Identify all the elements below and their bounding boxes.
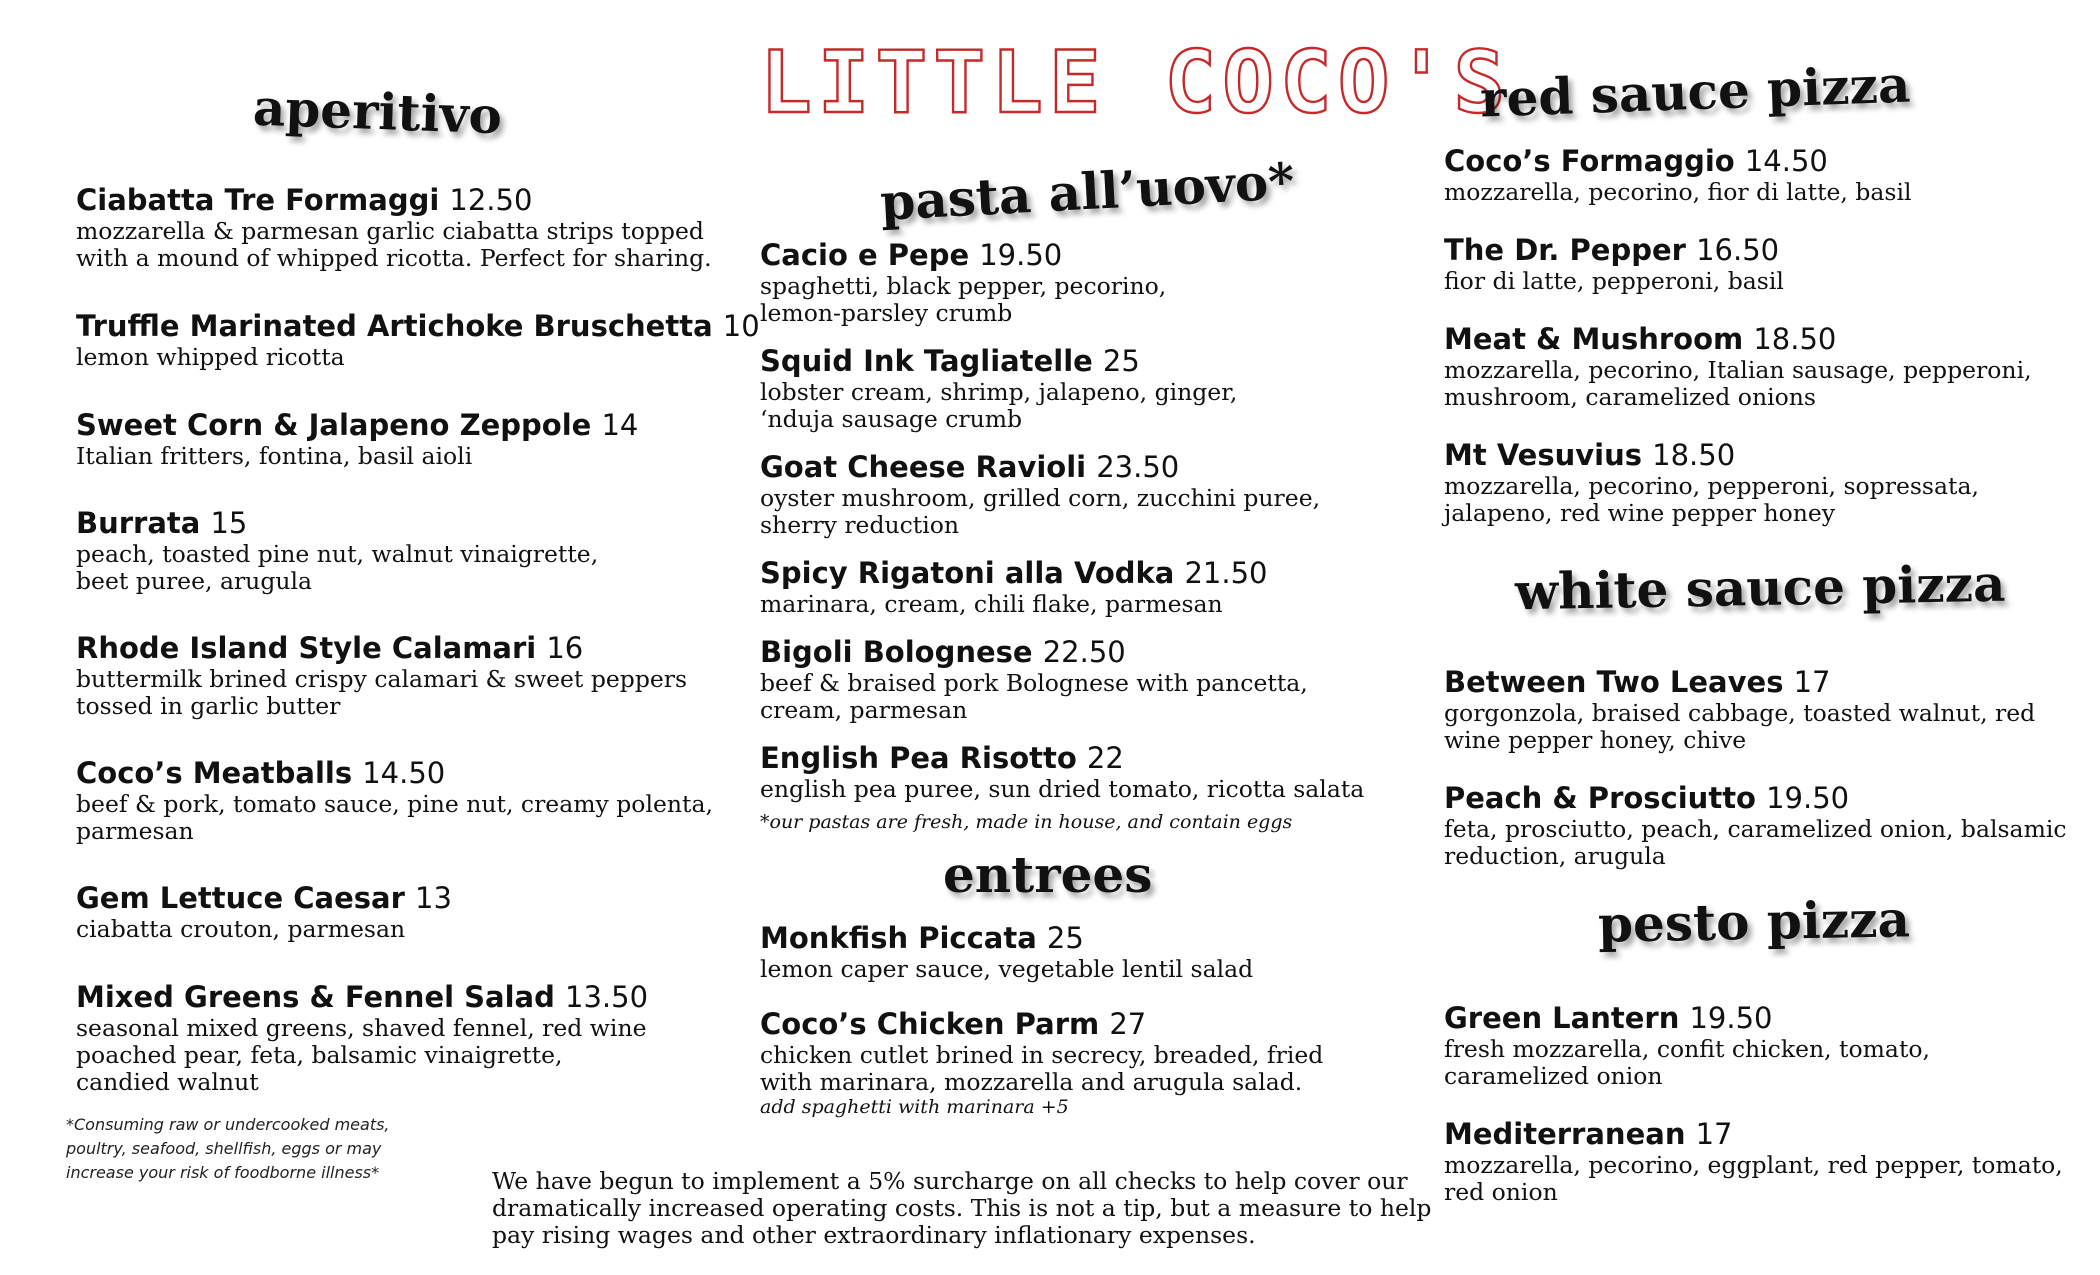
item-price: 19.50	[979, 238, 1063, 272]
menu-item	[76, 505, 716, 595]
item-description: gorgonzola, braised cabbage, toasted walnut, red wine pepper honey, chive	[1444, 699, 2036, 754]
item-price: 14.50	[1744, 144, 1828, 178]
item-price: 12.50	[449, 183, 533, 217]
item-price: 15	[210, 506, 248, 540]
item-description: oyster mushroom, grilled corn, zucchini puree, sherry reduction	[760, 484, 1321, 539]
menu-item	[76, 407, 716, 470]
item-price: 16	[546, 631, 584, 665]
item-price: 18.50	[1753, 322, 1837, 356]
aperitivo-column	[76, 182, 760, 1096]
item-price: 17	[1695, 1117, 1733, 1151]
pasta-heading: pasta all’uovo*	[878, 151, 1296, 232]
item-description: mozzarella, pecorino, eggplant, red pepper, tomato, red onion	[1444, 1151, 2063, 1206]
menu-item	[76, 880, 716, 943]
pesto-pizza-heading: pesto pizza	[1597, 889, 1911, 954]
item-description: lobster cream, shrimp, jalapeno, ginger, ‘nduja sausage crumb	[760, 378, 1238, 433]
item-price: 16.50	[1696, 233, 1780, 267]
item-description: ciabatta crouton, parmesan	[76, 915, 406, 943]
item-price: 13	[415, 881, 452, 915]
item-price: 22	[1086, 741, 1124, 775]
item-description: beef & pork, tomato sauce, pine nut, creamy polenta, parmesan	[76, 790, 713, 845]
item-name: Goat Cheese Ravioli	[760, 450, 1087, 484]
item-name: Burrata	[76, 506, 201, 540]
surcharge-notice: We have begun to implement a 5% surcharge on all checks to help cover our dramatically increased operating costs. This is not a tip, but a measure to help pay rising wages and other extraordinary inflationary expenses.	[492, 1167, 1432, 1249]
item-description: marinara, cream, chili flake, parmesan	[760, 590, 1223, 618]
item-price: 14	[601, 408, 639, 442]
item-description: buttermilk brined crispy calamari & sweet peppers tossed in garlic butter	[76, 665, 688, 720]
item-price: 19.50	[1766, 781, 1850, 815]
item-price: 25	[1102, 344, 1140, 378]
item-price: 17	[1793, 665, 1831, 699]
item-name: Sweet Corn & Jalapeno Zeppole	[76, 408, 592, 442]
item-description: lemon caper sauce, vegetable lentil salad	[760, 955, 1254, 983]
menu-item	[76, 630, 716, 720]
item-name: Rhode Island Style Calamari	[76, 631, 537, 665]
entree-addon-note: add spaghetti with marinara +5	[760, 1096, 1069, 1118]
menu-item	[760, 634, 1400, 724]
item-name: Between Two Leaves	[1444, 665, 1784, 699]
menu-item	[760, 555, 1400, 618]
menu-item	[1444, 143, 2084, 206]
item-description: peach, toasted pine nut, walnut vinaigrette, beet puree, arugula	[76, 540, 599, 595]
menu-item	[760, 740, 1400, 803]
item-name: Cacio e Pepe	[760, 238, 970, 272]
foodborne-illness-notice: *Consuming raw or undercooked meats, poultry, seafood, shellfish, eggs or may increase your risk of foodborne illness*	[66, 1115, 390, 1182]
item-name: The Dr. Pepper	[1444, 233, 1686, 267]
item-description: Italian fritters, fontina, basil aioli	[76, 442, 473, 470]
menu-item	[1444, 321, 2084, 411]
menu-item	[760, 449, 1400, 539]
pesto-pizza-column	[1444, 1000, 2084, 1206]
item-name: English Pea Risotto	[760, 741, 1077, 775]
menu-item	[1444, 1116, 2084, 1206]
item-name: Ciabatta Tre Formaggi	[76, 183, 440, 217]
item-name: Peach & Prosciutto	[1444, 781, 1756, 815]
item-description: mozzarella & parmesan garlic ciabatta strips topped with a mound of whipped ricotta. Perfect for sharing.	[76, 217, 712, 272]
menu-item	[76, 755, 716, 845]
item-description: fresh mozzarella, confit chicken, tomato, caramelized onion	[1444, 1035, 1931, 1090]
item-price: 25	[1046, 921, 1084, 955]
item-description: beef & braised pork Bolognese with pancetta, cream, parmesan	[760, 669, 1308, 724]
item-name: Coco’s Formaggio	[1444, 144, 1735, 178]
menu-item	[76, 979, 716, 1096]
item-price: 23.50	[1096, 450, 1180, 484]
white-sauce-pizza-heading: white sauce pizza	[1514, 553, 2006, 622]
item-name: Green Lantern	[1444, 1001, 1680, 1035]
item-price: 21.50	[1184, 556, 1268, 590]
item-description: chicken cutlet brined in secrecy, breaded, fried with marinara, mozzarella and arugula salad.	[760, 1041, 1324, 1096]
menu-item	[76, 308, 760, 371]
item-description: mozzarella, pecorino, pepperoni, sopressata, jalapeno, red wine pepper honey	[1444, 472, 1979, 527]
item-price: 10	[722, 309, 760, 343]
menu-item	[1444, 1000, 2084, 1090]
item-price: 13.50	[565, 980, 649, 1014]
item-name: Coco’s Meatballs	[76, 756, 353, 790]
item-price: 22.50	[1042, 635, 1126, 669]
item-description: mozzarella, pecorino, fior di latte, basil	[1444, 178, 1912, 206]
item-name: Mixed Greens & Fennel Salad	[76, 980, 555, 1014]
item-description: lemon whipped ricotta	[76, 343, 345, 371]
item-price: 27	[1109, 1007, 1147, 1041]
menu-item	[760, 920, 1400, 983]
item-name: Spicy Rigatoni alla Vodka	[760, 556, 1175, 590]
item-name: Meat & Mushroom	[1444, 322, 1744, 356]
menu-item	[1444, 437, 2084, 527]
menu-item	[1444, 780, 2084, 870]
item-description: spaghetti, black pepper, pecorino, lemon-parsley crumb	[760, 272, 1167, 327]
pasta-column	[760, 237, 1400, 833]
item-name: Truffle Marinated Artichoke Bruschetta	[76, 309, 713, 343]
item-description: seasonal mixed greens, shaved fennel, red wine poached pear, feta, balsamic vinaigrette, candied walnut	[76, 1014, 647, 1096]
menu-item	[760, 1006, 1400, 1096]
item-name: Coco’s Chicken Parm	[760, 1007, 1100, 1041]
entrees-column	[760, 920, 1400, 1118]
pasta-egg-note: *our pastas are fresh, made in house, and contain eggs	[760, 811, 1293, 833]
item-description: feta, prosciutto, peach, caramelized onion, balsamic reduction, arugula	[1444, 815, 2067, 870]
menu-item	[760, 343, 1400, 433]
menu-item	[1444, 232, 2084, 295]
red-sauce-pizza-column	[1444, 143, 2084, 527]
item-description: english pea puree, sun dried tomato, ricotta salata	[760, 775, 1365, 803]
item-name: Mediterranean	[1444, 1117, 1686, 1151]
menu-item	[76, 182, 716, 272]
item-description: fior di latte, pepperoni, basil	[1444, 267, 1784, 295]
item-name: Squid Ink Tagliatelle	[760, 344, 1093, 378]
aperitivo-heading: aperitivo	[252, 77, 503, 146]
menu-item	[760, 237, 1400, 327]
item-name: Gem Lettuce Caesar	[76, 881, 405, 915]
item-price: 19.50	[1689, 1001, 1773, 1035]
item-name: Bigoli Bolognese	[760, 635, 1033, 669]
restaurant-title: LITTLE COCO'S	[760, 33, 1512, 133]
item-price: 18.50	[1652, 438, 1736, 472]
white-sauce-pizza-column	[1444, 664, 2084, 870]
entrees-heading: entrees	[943, 845, 1153, 904]
item-name: Mt Vesuvius	[1444, 438, 1643, 472]
item-description: mozzarella, pecorino, Italian sausage, pepperoni, mushroom, caramelized onions	[1444, 356, 2032, 411]
item-price: 14.50	[362, 756, 446, 790]
menu-item	[1444, 664, 2084, 754]
red-sauce-pizza-heading: red sauce pizza	[1479, 54, 1912, 129]
item-name: Monkfish Piccata	[760, 921, 1037, 955]
